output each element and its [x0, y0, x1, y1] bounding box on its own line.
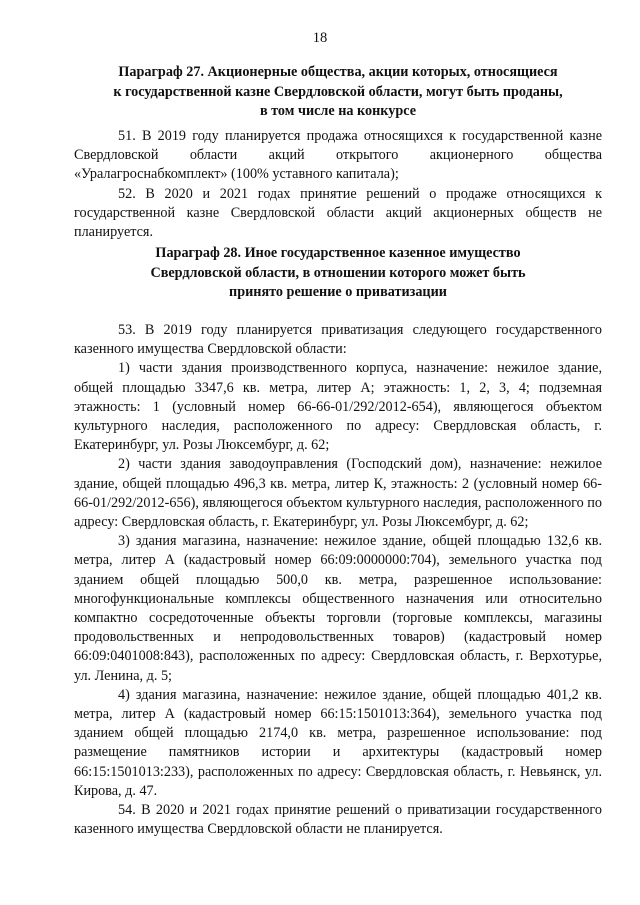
- list-item-3: 3) здания магазина, назначение: нежилое здание, общей площадью 132,6 кв. метра, литер А (кадастровый номер 66:09:0000000:704), земельного участка под зданием общей площадью 500,0 кв. метра, разрешенное использование: многофункциональные комплексы общественного назначения или относительно компактно сосредоточенные объекты торговли (торговые комплексы, магазины продовольственных и непродовольственных товаров) (кадастровый номер 66:09:0401008:843), расположенных по адресу: Свердловская область, г. Верхотурье, ул. Ленина, д. 5;: [74, 533, 602, 684]
- section-27-title-line: Параграф 27. Акционерные общества, акции которых, относящиеся: [118, 64, 558, 80]
- section-28-title-line: Параграф 28. Иное государственное казенное имущество: [155, 245, 521, 261]
- section-27-title: [74, 63, 602, 122]
- paragraph-54: 54. В 2020 и 2021 годах принятие решений о приватизации государственного казенного имущества Свердловской области не планируется.: [74, 802, 602, 838]
- section-28-body: [74, 321, 602, 839]
- section-27-title-line: к государственной казне Свердловской области, могут быть проданы,: [113, 83, 563, 100]
- list-item-1: 1) части здания производственного корпуса, назначение: нежилое здание, общей площадью 3347,6 кв. метра, литер А; этажность: 1, 2, 3, 4; подземная этажность: 1 (условный номер 66-66-01/292/2012-654), являющегося объектом культурного наследия, расположенного по адресу: Свердловская область, г. Екатеринбург, ул. Розы Люксембург, д. 62;: [74, 360, 602, 454]
- page-number: 18: [312, 30, 328, 46]
- list-item-4: 4) здания магазина, назначение: нежилое здание, общей площадью 401,2 кв. метра, литер А (кадастровый номер 66:15:1501013:364), земельного участка под зданием общей площадью 2174,0 кв. метра, разрешенное использование: под размещение памятников истории и архитектуры (кадастровый номер 66:15:1501013:233), расположенных по адресу: Свердловская область, г. Невьянск, ул. Кирова, д. 47.: [74, 686, 602, 799]
- paragraph-51: 51. В 2019 году планируется продажа относящихся к государственной казне Свердловской области акций открытого акционерного общества «Уралагроснабкомплект» (100% уставного капитала);: [74, 128, 602, 183]
- list-item-2: 2) части здания заводоуправления (Господский дом), назначение: нежилое здание, общей площадью 496,3 кв. метра, литер К, этажность: 2 (условный номер 66-66-01/292/2012-656), являющегося объектом культурного наследия, расположенного по адресу: Свердловская область, г. Екатеринбург, ул. Розы Люксембург, д. 62;: [74, 456, 602, 531]
- section-28-title-line: Свердловской области, в отношении которого может быть: [150, 264, 526, 281]
- section-28-title: [74, 244, 602, 303]
- section-27-body: [74, 127, 602, 242]
- paragraph-53: 53. В 2019 году планируется приватизация следующего государственного казенного имущества Свердловской области:: [74, 322, 602, 358]
- section-28-title-line: принято решение о приватизации: [229, 284, 447, 300]
- paragraph-52: 52. В 2020 и 2021 годах принятие решений о продаже относящихся к государственной казне Свердловской области акций акционерных обществ не планируется.: [74, 185, 602, 241]
- section-27-title-line: в том числе на конкурсе: [259, 103, 417, 119]
